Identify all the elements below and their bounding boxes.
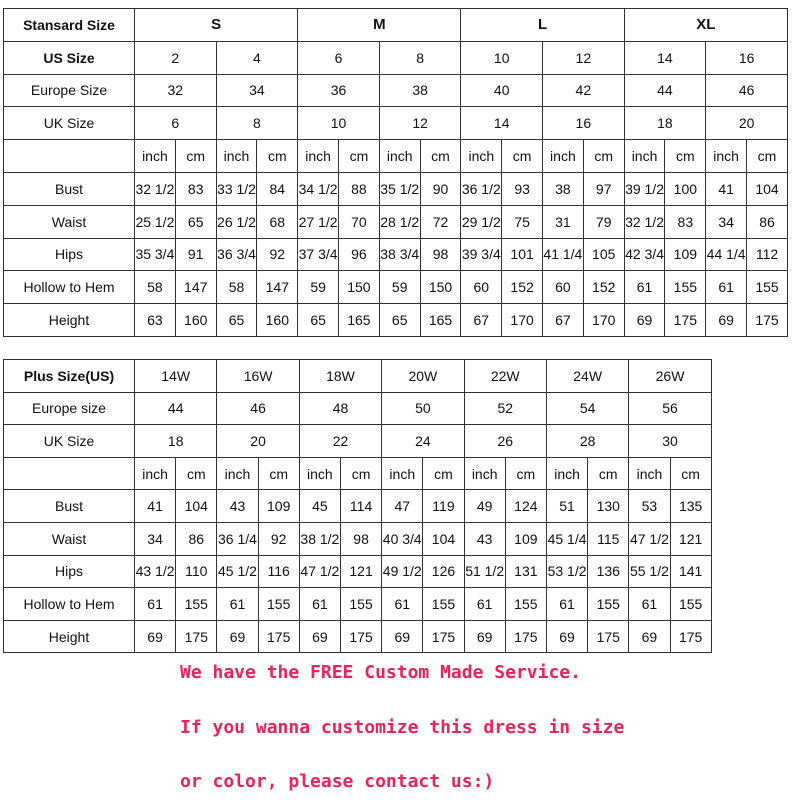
table-cell: 48 (299, 392, 381, 425)
size-label: 24W (546, 360, 628, 393)
table-cell: 38 3/4 (379, 238, 420, 271)
table-cell: 175 (747, 304, 788, 337)
table-cell: 97 (583, 172, 624, 205)
table-cell: 155 (258, 588, 299, 621)
table-cell: 155 (423, 588, 464, 621)
unit-cm: cm (340, 457, 381, 490)
row-label: Bust (4, 172, 135, 205)
unit-inch: inch (706, 140, 747, 173)
table-row (4, 107, 788, 140)
table-cell: 8 (216, 107, 298, 140)
table-cell: 51 1/2 (464, 555, 505, 588)
unit-inch: inch (135, 140, 176, 173)
table-cell: 47 1/2 (629, 522, 670, 555)
table-cell: 61 (217, 588, 258, 621)
table-row (4, 172, 788, 205)
table-cell: 12 (379, 107, 461, 140)
table-cell: 61 (706, 271, 747, 304)
unit-cm: cm (257, 140, 298, 173)
table-cell: 8 (379, 41, 461, 74)
size-label: 14W (135, 360, 217, 393)
table-cell: 49 (464, 490, 505, 523)
size-letter: M (298, 9, 461, 42)
table-cell: 121 (670, 522, 711, 555)
table-cell: 152 (502, 271, 543, 304)
unit-inch: inch (543, 140, 584, 173)
table-cell: 24 (382, 425, 464, 458)
table-cell: 69 (464, 620, 505, 653)
table-cell: 28 (546, 425, 628, 458)
table-row (4, 392, 712, 425)
table-cell: 41 (135, 490, 176, 523)
unit-inch: inch (629, 457, 670, 490)
unit-cm: cm (505, 457, 546, 490)
table-cell: 86 (176, 522, 217, 555)
table-cell: 175 (176, 620, 217, 653)
table-cell: 175 (423, 620, 464, 653)
blank-cell (4, 457, 135, 490)
table-cell: 141 (670, 555, 711, 588)
table-cell: 60 (461, 271, 502, 304)
unit-cm: cm (420, 140, 461, 173)
table-cell: 75 (502, 205, 543, 238)
table-cell: 28 1/2 (379, 205, 420, 238)
table-cell: 51 (546, 490, 587, 523)
table-cell: 37 3/4 (298, 238, 339, 271)
unit-inch: inch (464, 457, 505, 490)
row-label: US Size (4, 41, 135, 74)
row-label: Hollow to Hem (4, 271, 135, 304)
table-cell: 61 (382, 588, 423, 621)
table-cell: 33 1/2 (216, 172, 257, 205)
table-cell: 175 (665, 304, 706, 337)
table-cell: 130 (588, 490, 629, 523)
table-cell: 47 (382, 490, 423, 523)
table-cell: 38 (379, 74, 461, 107)
table-cell: 160 (257, 304, 298, 337)
table-cell: 58 (135, 271, 176, 304)
table-cell: 67 (543, 304, 584, 337)
table-cell: 155 (670, 588, 711, 621)
table-cell: 155 (340, 588, 381, 621)
table-cell: 61 (299, 588, 340, 621)
table-cell: 63 (135, 304, 176, 337)
table-cell: 150 (420, 271, 461, 304)
table-cell: 32 (135, 74, 217, 107)
unit-cm: cm (423, 457, 464, 490)
table-cell: 92 (257, 238, 298, 271)
table-row (4, 620, 712, 653)
row-label: UK Size (4, 425, 135, 458)
table-cell: 69 (135, 620, 176, 653)
table-cell: 115 (588, 522, 629, 555)
table-cell: 39 1/2 (624, 172, 665, 205)
table-cell: 40 (461, 74, 543, 107)
table-row (4, 490, 712, 523)
table-cell: 32 1/2 (135, 172, 176, 205)
table-cell: 101 (502, 238, 543, 271)
table-cell: 22 (299, 425, 381, 458)
table-cell: 44 1/4 (706, 238, 747, 271)
table-cell: 2 (135, 41, 217, 74)
table-cell: 49 1/2 (382, 555, 423, 588)
table-cell: 20 (217, 425, 299, 458)
table-cell: 35 1/2 (379, 172, 420, 205)
table-row (4, 457, 712, 490)
table-cell: 69 (217, 620, 258, 653)
table-cell: 150 (339, 271, 380, 304)
table-cell: 43 (217, 490, 258, 523)
table-cell: 90 (420, 172, 461, 205)
table-cell: 52 (464, 392, 546, 425)
table-cell: 18 (624, 107, 706, 140)
table-row (4, 9, 788, 42)
table-cell: 34 1/2 (298, 172, 339, 205)
unit-cm: cm (583, 140, 624, 173)
table-cell: 88 (339, 172, 380, 205)
table-row (4, 360, 712, 393)
size-letter: S (135, 9, 298, 42)
table-cell: 93 (502, 172, 543, 205)
table-cell: 165 (420, 304, 461, 337)
table-cell: 43 1/2 (135, 555, 176, 588)
table-row (4, 140, 788, 173)
table-cell: 60 (543, 271, 584, 304)
table-cell: 34 (706, 205, 747, 238)
table-cell: 41 1/4 (543, 238, 584, 271)
table-cell: 175 (505, 620, 546, 653)
unit-cm: cm (175, 140, 216, 173)
table-cell: 26 1/2 (216, 205, 257, 238)
table-cell: 121 (340, 555, 381, 588)
table-cell: 43 (464, 522, 505, 555)
table-cell: 61 (546, 588, 587, 621)
table-cell: 98 (420, 238, 461, 271)
unit-inch: inch (461, 140, 502, 173)
table-cell: 42 (543, 74, 625, 107)
table-cell: 65 (216, 304, 257, 337)
table-cell: 116 (258, 555, 299, 588)
table-cell: 16 (706, 41, 788, 74)
table-cell: 70 (339, 205, 380, 238)
standard-size-table (3, 8, 788, 337)
table-cell: 98 (340, 522, 381, 555)
size-label: 20W (382, 360, 464, 393)
table-cell: 6 (135, 107, 217, 140)
table-cell: 147 (175, 271, 216, 304)
table-row (4, 555, 712, 588)
table-cell: 36 1/2 (461, 172, 502, 205)
table-cell: 69 (546, 620, 587, 653)
table-cell: 65 (298, 304, 339, 337)
table-row (4, 205, 788, 238)
table-cell: 10 (298, 107, 380, 140)
row-label: Waist (4, 522, 135, 555)
size-label: 18W (299, 360, 381, 393)
table-cell: 104 (423, 522, 464, 555)
table-cell: 26 (464, 425, 546, 458)
table-cell: 83 (175, 172, 216, 205)
table-cell: 42 3/4 (624, 238, 665, 271)
table-cell: 61 (135, 588, 176, 621)
table-cell: 96 (339, 238, 380, 271)
table-row (4, 304, 788, 337)
table-cell: 170 (583, 304, 624, 337)
table-cell: 14 (624, 41, 706, 74)
unit-inch: inch (382, 457, 423, 490)
table-cell: 50 (382, 392, 464, 425)
unit-inch: inch (217, 457, 258, 490)
table-cell: 155 (588, 588, 629, 621)
table-cell: 91 (175, 238, 216, 271)
table-cell: 67 (461, 304, 502, 337)
table-cell: 34 (135, 522, 176, 555)
table-cell: 155 (176, 588, 217, 621)
table-cell: 31 (543, 205, 584, 238)
table-cell: 58 (216, 271, 257, 304)
unit-inch: inch (624, 140, 665, 173)
table-cell: 20 (706, 107, 788, 140)
table-cell: 131 (505, 555, 546, 588)
table-cell: 61 (629, 588, 670, 621)
table-cell: 136 (588, 555, 629, 588)
table-row (4, 522, 712, 555)
table-cell: 36 3/4 (216, 238, 257, 271)
table-cell: 4 (216, 41, 298, 74)
table-cell: 29 1/2 (461, 205, 502, 238)
table-row (4, 41, 788, 74)
table-cell: 100 (665, 172, 706, 205)
customize-size-notice: If you wanna customize this dress in size (180, 717, 625, 738)
unit-cm: cm (747, 140, 788, 173)
table-cell: 112 (747, 238, 788, 271)
table-cell: 30 (629, 425, 711, 458)
size-label: 22W (464, 360, 546, 393)
unit-cm: cm (502, 140, 543, 173)
table-cell: 105 (583, 238, 624, 271)
table-cell: 38 1/2 (299, 522, 340, 555)
table-cell: 46 (217, 392, 299, 425)
table-cell: 135 (670, 490, 711, 523)
unit-cm: cm (665, 140, 706, 173)
table-cell: 84 (257, 172, 298, 205)
table-cell: 41 (706, 172, 747, 205)
table-cell: 155 (747, 271, 788, 304)
blank-cell (4, 140, 135, 173)
unit-inch: inch (546, 457, 587, 490)
table-cell: 119 (423, 490, 464, 523)
contact-notice: or color, please contact us:) (180, 771, 495, 792)
table-cell: 69 (382, 620, 423, 653)
table-cell: 53 1/2 (546, 555, 587, 588)
unit-cm: cm (176, 457, 217, 490)
table-cell: 86 (747, 205, 788, 238)
unit-cm: cm (258, 457, 299, 490)
table-cell: 46 (706, 74, 788, 107)
unit-inch: inch (299, 457, 340, 490)
size-label: 26W (629, 360, 711, 393)
table-cell: 175 (588, 620, 629, 653)
standard-size-header: Stansard Size (4, 9, 135, 42)
table-cell: 104 (176, 490, 217, 523)
table-cell: 38 (543, 172, 584, 205)
unit-cm: cm (339, 140, 380, 173)
table-cell: 155 (665, 271, 706, 304)
table-cell: 65 (175, 205, 216, 238)
table-cell: 83 (665, 205, 706, 238)
table-cell: 25 1/2 (135, 205, 176, 238)
table-row (4, 271, 788, 304)
unit-cm: cm (670, 457, 711, 490)
table-cell: 6 (298, 41, 380, 74)
row-label: UK Size (4, 107, 135, 140)
table-cell: 59 (298, 271, 339, 304)
row-label: Hips (4, 238, 135, 271)
table-cell: 110 (176, 555, 217, 588)
table-cell: 104 (747, 172, 788, 205)
table-cell: 175 (670, 620, 711, 653)
table-cell: 12 (543, 41, 625, 74)
table-cell: 165 (339, 304, 380, 337)
table-cell: 27 1/2 (298, 205, 339, 238)
size-letter: XL (624, 9, 787, 42)
row-label: Waist (4, 205, 135, 238)
table-cell: 109 (665, 238, 706, 271)
table-cell: 16 (543, 107, 625, 140)
table-cell: 34 (216, 74, 298, 107)
size-letter: L (461, 9, 624, 42)
table-cell: 14 (461, 107, 543, 140)
plus-size-table (3, 359, 712, 653)
unit-inch: inch (379, 140, 420, 173)
custom-service-notice: We have the FREE Custom Made Service. (180, 662, 581, 683)
table-cell: 59 (379, 271, 420, 304)
table-cell: 155 (505, 588, 546, 621)
row-label: Height (4, 620, 135, 653)
table-cell: 39 3/4 (461, 238, 502, 271)
table-cell: 44 (624, 74, 706, 107)
table-cell: 44 (135, 392, 217, 425)
table-row (4, 238, 788, 271)
size-label: 16W (217, 360, 299, 393)
table-cell: 65 (379, 304, 420, 337)
table-cell: 175 (340, 620, 381, 653)
row-label: Hips (4, 555, 135, 588)
row-label: Bust (4, 490, 135, 523)
table-row (4, 74, 788, 107)
table-cell: 54 (546, 392, 628, 425)
row-label: Hollow to Hem (4, 588, 135, 621)
table-cell: 40 3/4 (382, 522, 423, 555)
table-cell: 61 (464, 588, 505, 621)
plus-size-header: Plus Size(US) (4, 360, 135, 393)
table-cell: 152 (583, 271, 624, 304)
table-cell: 36 1/4 (217, 522, 258, 555)
unit-inch: inch (298, 140, 339, 173)
table-cell: 72 (420, 205, 461, 238)
table-cell: 69 (629, 620, 670, 653)
table-cell: 69 (624, 304, 665, 337)
table-cell: 126 (423, 555, 464, 588)
table-cell: 32 1/2 (624, 205, 665, 238)
table-cell: 55 1/2 (629, 555, 670, 588)
table-row (4, 425, 712, 458)
row-label: Europe size (4, 392, 135, 425)
table-cell: 45 1/2 (217, 555, 258, 588)
unit-cm: cm (588, 457, 629, 490)
table-cell: 79 (583, 205, 624, 238)
table-cell: 47 1/2 (299, 555, 340, 588)
table-row (4, 588, 712, 621)
table-cell: 170 (502, 304, 543, 337)
row-label: Height (4, 304, 135, 337)
table-cell: 68 (257, 205, 298, 238)
unit-inch: inch (216, 140, 257, 173)
table-cell: 61 (624, 271, 665, 304)
table-cell: 109 (505, 522, 546, 555)
table-cell: 160 (175, 304, 216, 337)
table-cell: 45 (299, 490, 340, 523)
row-label: Europe Size (4, 74, 135, 107)
table-cell: 45 1/4 (546, 522, 587, 555)
table-cell: 69 (706, 304, 747, 337)
table-cell: 69 (299, 620, 340, 653)
table-cell: 36 (298, 74, 380, 107)
table-cell: 56 (629, 392, 711, 425)
table-cell: 53 (629, 490, 670, 523)
table-cell: 109 (258, 490, 299, 523)
table-cell: 18 (135, 425, 217, 458)
table-cell: 175 (258, 620, 299, 653)
table-cell: 147 (257, 271, 298, 304)
table-cell: 114 (340, 490, 381, 523)
table-cell: 124 (505, 490, 546, 523)
table-cell: 10 (461, 41, 543, 74)
table-cell: 35 3/4 (135, 238, 176, 271)
table-cell: 92 (258, 522, 299, 555)
unit-inch: inch (135, 457, 176, 490)
